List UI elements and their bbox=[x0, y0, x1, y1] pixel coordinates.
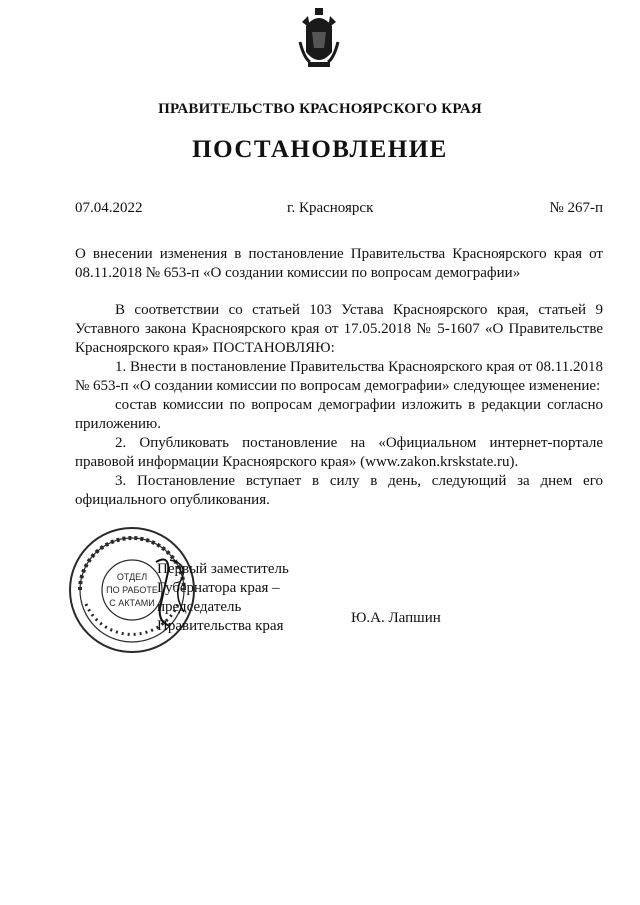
stamp-line-2: ПО РАБОТЕ bbox=[106, 585, 158, 595]
signatory-title bbox=[157, 560, 289, 636]
document-subject: О внесении изменения в постановление Правительства Красноярского края от 08.11.2018 № 653-п «О создании комиссии по вопросам демографии» bbox=[75, 246, 603, 281]
government-title: ПРАВИТЕЛЬСТВО КРАСНОЯРСКОГО КРАЯ bbox=[158, 101, 482, 117]
coat-of-arms-emblem bbox=[298, 8, 340, 70]
signatory-line-4: Правительства края bbox=[157, 618, 284, 634]
body-item-3: 3. Постановление вступает в силу в день, следующий за днем его официального опубликования. bbox=[75, 473, 603, 508]
body-item-1-detail: состав комиссии по вопросам демографии изложить в редакции согласно приложению. bbox=[75, 397, 603, 432]
document-body bbox=[75, 301, 603, 510]
signatory-name: Ю.А. Лапшин bbox=[351, 610, 441, 626]
document-date: 07.04.2022 bbox=[75, 200, 143, 216]
signatory-line-1: Первый заместитель bbox=[157, 561, 289, 577]
stamp-line-1: ОТДЕЛ bbox=[116, 572, 148, 582]
body-item-2: 2. Опубликовать постановление на «Официальном интернет-портале правовой информации Красноярского края» (www.zakon.krskstate.ru). bbox=[75, 435, 603, 470]
document-city: г. Красноярск bbox=[287, 200, 374, 216]
document-meta-row bbox=[75, 200, 603, 220]
document-number: № 267-п bbox=[549, 200, 603, 216]
stamp-line-3: С АКТАМИ bbox=[109, 598, 155, 608]
document-type-heading: ПОСТАНОВЛЕНИЕ bbox=[192, 136, 448, 163]
signatory-line-2: Губернатора края – bbox=[157, 580, 280, 596]
signatory-line-3: председатель bbox=[157, 599, 242, 615]
body-preamble: В соответствии со статьей 103 Устава Красноярского края, статьей 9 Уставного закона Красноярского края от 17.05.2018 № 5-1607 «О Правительстве Красноярского края» ПОСТАНОВЛЯЮ: bbox=[75, 302, 603, 356]
body-item-1: 1. Внести в постановление Правительства Красноярского края от 08.11.2018 № 653-п «О создании комиссии по вопросам демографии» следующее изменение: bbox=[75, 359, 603, 394]
